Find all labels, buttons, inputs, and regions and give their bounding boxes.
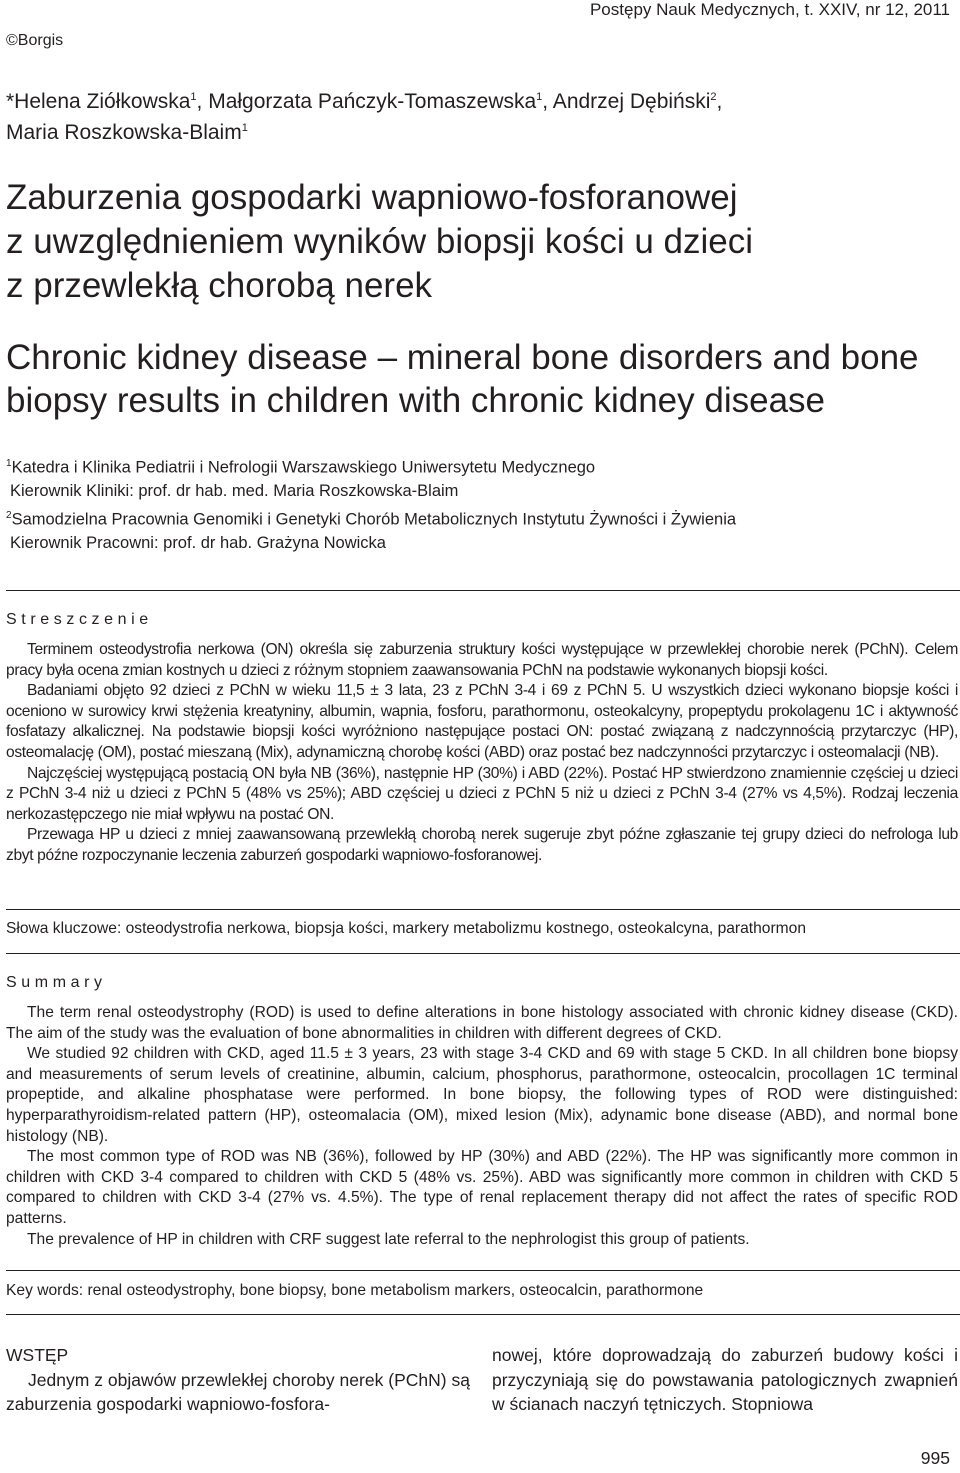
affiliation-institution: Samodzielna Pracownia Genomiki i Genetyki Chorób Metabolicznych Instytutu Żywności i Żywienia bbox=[11, 510, 737, 528]
title-polish-line: Zaburzenia gospodarki wapniowo-fosforanowej bbox=[6, 178, 738, 217]
authors-line-1 bbox=[6, 84, 946, 115]
abstract-paragraph: We studied 92 children with CKD, aged 11.5 ± 3 years, 23 with stage 3-4 CKD and 69 with stage 5 CKD. In all children bone biopsy and measurements of serum levels of creatinine, albumin, calcium, phosphorus, parathormone, osteocalcin, procollagen 1C terminal propeptide, and alkaline phosphatase were performed. In bone biopsy, the following types of ROD were distinguished: hyperparathyroidism-related pattern (HP), osteomalacia (OM), mixed lesion (Mix), adynamic bone disease (ABD), and normal bone histology (NB). bbox=[6, 1045, 958, 1145]
abstract-paragraph: Przewaga HP u dzieci z mniej zaawansowaną przewlekłą chorobą nerek sugeruje zbyt późne zgłaszanie tej grupy dzieci do nefrologa lub zbyt późne rozpoczynanie leczenia zaburzeń gospodarki wapniowo-fosforanowej. bbox=[6, 826, 958, 864]
affiliation-number: 1 bbox=[6, 458, 12, 469]
title-english bbox=[6, 336, 956, 422]
page-number: 995 bbox=[920, 1448, 950, 1468]
abstract-en-heading: Summary bbox=[6, 974, 107, 991]
intro-right-column bbox=[492, 1343, 958, 1417]
intro-paragraph: Jednym z objawów przewlekłej choroby nerek (PChN) są zaburzenia gospodarki wapniowo-fosfora- bbox=[6, 1369, 470, 1414]
publisher-label: ©Borgis bbox=[6, 32, 64, 49]
abstract-paragraph: Najczęściej występującą postacią ON była NB (36%), następnie HP (30%) i ABD (22%). Postać HP stwierdzono znamiennie częściej u dzieci z PChN 3-4 niż u dzieci z PChN 5 (48% vs 25%); ABD częściej u dzieci z PChN 5 niż u dzieci z PChN 3-4 (27% vs 4,5%). Rodzaj leczenia nerkozastępczego nie miał wpływu na postać ON. bbox=[6, 764, 958, 823]
abstract-paragraph: The most common type of ROD was NB (36%), followed by HP (30%) and ABD (22%). The HP was significantly more common in children with CKD 3-4 compared to children with CKD 5 (48% vs. 25%). ABD was significantly more common in children with CKD 5 compared to children with CKD 3-4 (27% vs. 4.5%). The type of renal replacement therapy did not affect the rates of specific ROD patterns. bbox=[6, 1148, 958, 1227]
author-name: *Helena Ziółkowska bbox=[6, 90, 191, 113]
affiliation-1-head: Kierownik Kliniki: prof. dr hab. med. Maria Roszkowska-Blaim bbox=[10, 482, 459, 500]
intro-heading: WSTĘP bbox=[6, 1345, 69, 1365]
abstract-paragraph: Badaniami objęto 92 dzieci z PChN w wieku 11,5 ± 3 lata, 23 z PChN 3-4 i 69 z PChN 5. U wszystkich dzieci wykonano biopsje kości i oceniono w surowicy krwi stężenia kreatyniny, albumin, wapnia, fosforu, parathormonu, osteokalcyny, propeptydu prokolagenu 1C i aktywność fosfatazy alkalicznej. Na podstawie biopsji kości wyróżniono następujące postaci ON: postać związaną z nadczynnością przytarczyc (HP), osteomalację (OM), postać mieszaną (Mix), adynamiczną chorobę kości (ABD) oraz postać bez nadczynności przytarczyc i osteomalacji (NB). bbox=[6, 682, 958, 761]
author-name: , Małgorzata Pańczyk-Tomaszewska bbox=[196, 90, 537, 113]
abstract-english bbox=[6, 1003, 958, 1250]
title-english-line: Chronic kidney disease – mineral bone disorders and bone bbox=[6, 338, 919, 377]
affiliation-2-head: Kierownik Pracowni: prof. dr hab. Grażyna Nowicka bbox=[10, 533, 386, 552]
author-separator: , bbox=[716, 90, 723, 113]
intro-left-column bbox=[6, 1343, 470, 1417]
keywords-english: Key words: renal osteodystrophy, bone biopsy, bone metabolism markers, osteocalcin, parathormone bbox=[6, 1282, 704, 1299]
intro-paragraph: nowej, które doprowadzają do zaburzeń budowy kości i przyczyniają się do powstawania patologicznych zwapnień w ścianach naczyń tętniczych. Stopniowa bbox=[492, 1345, 958, 1414]
divider bbox=[6, 1270, 960, 1271]
author-affiliation: 1 bbox=[190, 91, 197, 103]
divider bbox=[6, 909, 960, 910]
authors-line-2 bbox=[6, 115, 946, 146]
title-polish-line: z uwzględnieniem wyników biopsji kości u dzieci bbox=[6, 222, 753, 261]
affiliation-1 bbox=[6, 452, 956, 480]
author-name: Maria Roszkowska-Blaim bbox=[6, 121, 242, 144]
title-english-line: biopsy results in children with chronic kidney disease bbox=[6, 381, 826, 420]
authors bbox=[6, 84, 946, 146]
author-affiliation: 1 bbox=[536, 91, 543, 103]
divider bbox=[6, 590, 960, 591]
author-affiliation: 2 bbox=[710, 91, 717, 103]
affiliations bbox=[6, 452, 956, 555]
title-polish-line: z przewlekłą chorobą nerek bbox=[6, 266, 433, 305]
author-name: , Andrzej Dębiński bbox=[542, 90, 711, 113]
divider bbox=[6, 953, 960, 954]
abstract-paragraph: The prevalence of HP in children with CRF suggest late referral to the nephrologist this group of patients. bbox=[27, 1230, 750, 1248]
abstract-polish bbox=[6, 640, 958, 867]
affiliation-number: 2 bbox=[6, 509, 12, 521]
keywords-polish: Słowa kluczowe: osteodystrofia nerkowa, biopsja kości, markery metabolizmu kostnego, osteokalcyna, parathormon bbox=[6, 920, 806, 937]
abstract-pl-heading: Streszczenie bbox=[6, 611, 153, 628]
divider bbox=[6, 1314, 960, 1315]
affiliation-2 bbox=[6, 504, 956, 532]
author-affiliation: 1 bbox=[241, 122, 248, 134]
title-polish bbox=[6, 176, 956, 308]
abstract-paragraph: Terminem osteodystrofia nerkowa (ON) określa się zaburzenia struktury kości występujące w przewlekłej chorobie nerek (PChN). Celem pracy była ocena zmian kostnych u dzieci z różnym stopniem zaawansowania PChN na podstawie wykonanych biopsji kości. bbox=[6, 641, 958, 679]
abstract-paragraph: The term renal osteodystrophy (ROD) is used to define alterations in bone histology associated with chronic kidney disease (CKD). The aim of the study was the evaluation of bone abnormalities in children with different degrees of CKD. bbox=[6, 1004, 958, 1042]
journal-header: Postępy Nauk Medycznych, t. XXIV, nr 12, 2011 bbox=[589, 0, 950, 19]
affiliation-institution: Katedra i Klinika Pediatrii i Nefrologii Warszawskiego Uniwersytetu Medycznego bbox=[11, 458, 596, 477]
